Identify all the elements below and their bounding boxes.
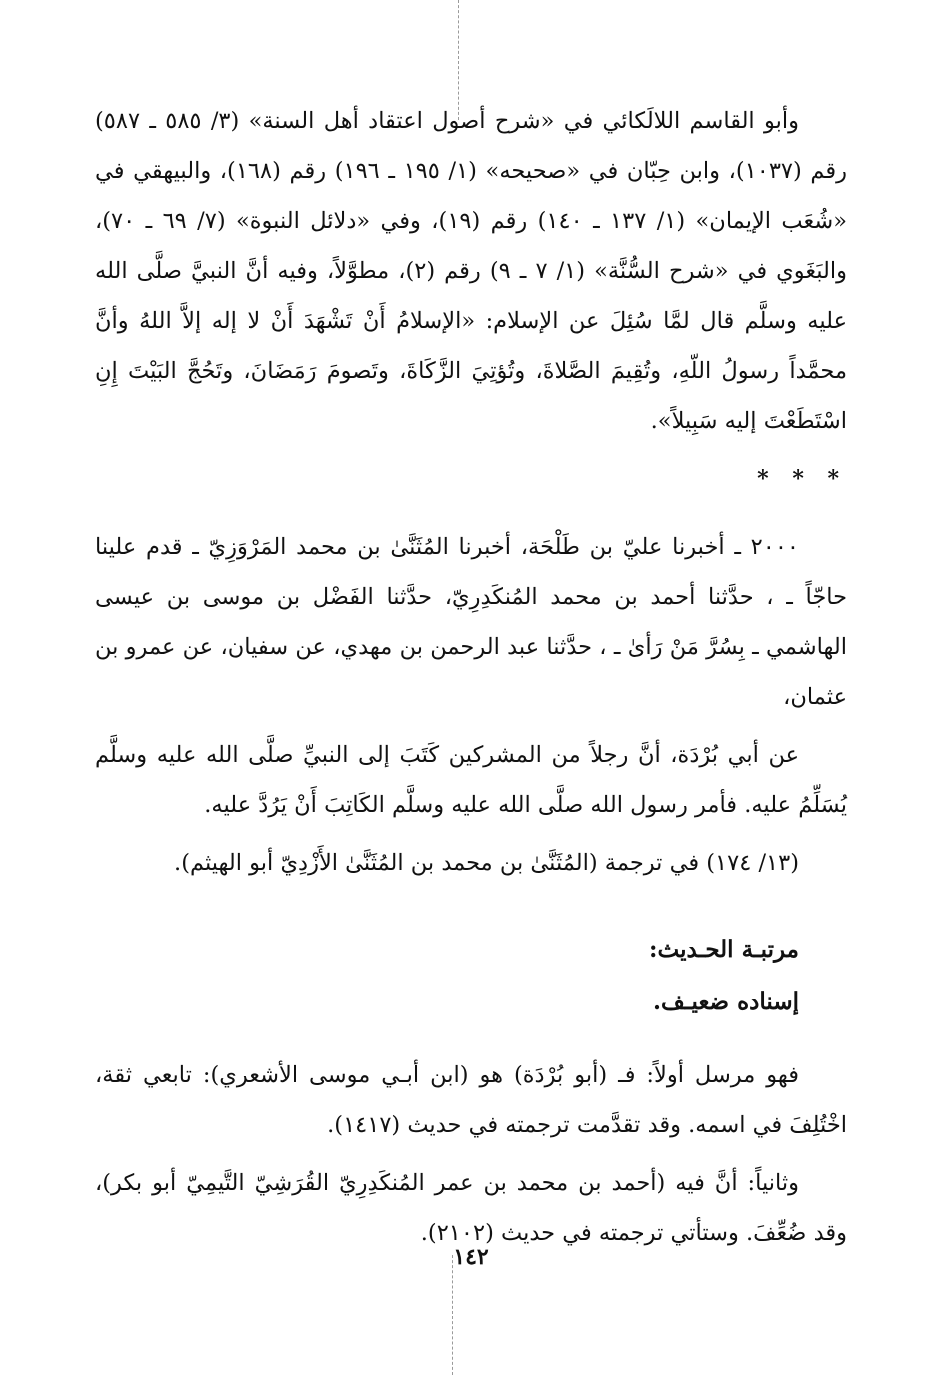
grade-value: إسناده ضعيـف. <box>652 988 799 1015</box>
book-page <box>95 96 847 1258</box>
reason-first: فهو مرسل أولاً: فـ (أبو بُرْدَة) هو (ابن أبـي موسى الأشعري): تابعي ثقة، اخْتُلِفَ في اسمه. وقد تقدَّمت ترجمته في حديث (١٤١٧). <box>95 1062 847 1138</box>
section-separator: * * * <box>757 466 847 492</box>
hadith-matn: عن أبي بُرْدَة، أنَّ رجلاً من المشركين كَتَبَ إلى النبيِّ صلَّى الله عليه وسلَّم يُسَلِّمُ عليه. فأمر رسول الله صلَّى الله عليه وسلَّم الكَاتِبَ أَنْ يَرُدَّ عليه. <box>95 742 847 818</box>
citation-note: (١٣/ ١٧٤) في ترجمة (المُثَنَّىٰ بن محمد بن المُثَنَّىٰ الأَزْدِيّ أبو الهيثم). <box>174 850 799 876</box>
scan-fold-line-bottom <box>452 1255 453 1375</box>
top-paragraph: وأبو القاسم اللالَكائي في «شرح أصول اعتقاد أهل السنة» (٣/ ٥٨٥ ـ ٥٨٧) رقم (١٠٣٧)، وابن حِبّان في «صحيحه» (١/ ١٩٥ ـ ١٩٦) رقم (١٦٨)، والبيهقي في «شُعَب الإيمان» (١/ ١٣٧ ـ ١٤٠) رقم (١٩)، وفي «دلائل النبوة» (٧/ ٦٩ ـ ٧٠)، والبَغَوي في «شرح السُّنَّة» (١/ ٧ ـ ٩) رقم (٢)، مطوَّلاً، وفيه أنَّ النبيَّ صلَّى الله عليه وسلَّم قال لمَّا سُئِلَ عن الإسلام: «الإسلامُ أَنْ تَشْهَدَ أَنْ لا إله إلاَّ اللهُ وأنَّ محمَّداً رسولُ اللّهِ، وتُقِيمَ الصَّلاةَ، وتُؤتِيَ الزَّكَاةَ، وتَصومَ رَمَضَانَ، وتَحُجَّ البَيْتَ إِنِ اسْتَطَعْتَ إليه سَبِيلاً». <box>95 108 848 434</box>
reason-second: وثانياً: أنَّ فيه (أحمد بن محمد بن عمر المُنكَدِرِيّ القُرَشِيّ التَّيمِيّ أبو بكر)، وقد ضُعِّفَ. وستأتي ترجمته في حديث (٢١٠٢). <box>95 1170 847 1246</box>
grade-heading: مرتبـة الحـديث: <box>649 936 799 963</box>
page-number: ١٤٢ <box>453 1244 489 1270</box>
hadith-isnad: ٢٠٠٠ ـ أخبرنا عليّ بن طَلْحَة، أخبرنا المُثَنَّىٰ بن محمد المَرْوَزِيّ ـ قدم علينا حاجّاً ـ ، حدَّثنا أحمد بن محمد المُنكَدِرِيّ، حدَّثنا الفَضْل بن موسى بن عيسى الهاشمي ـ بِسُرَّ مَنْ رَأىٰ ـ ، حدَّثنا عبد الرحمن بن مهدي، عن سفيان، عن عمرو بن عثمان، <box>95 534 847 710</box>
